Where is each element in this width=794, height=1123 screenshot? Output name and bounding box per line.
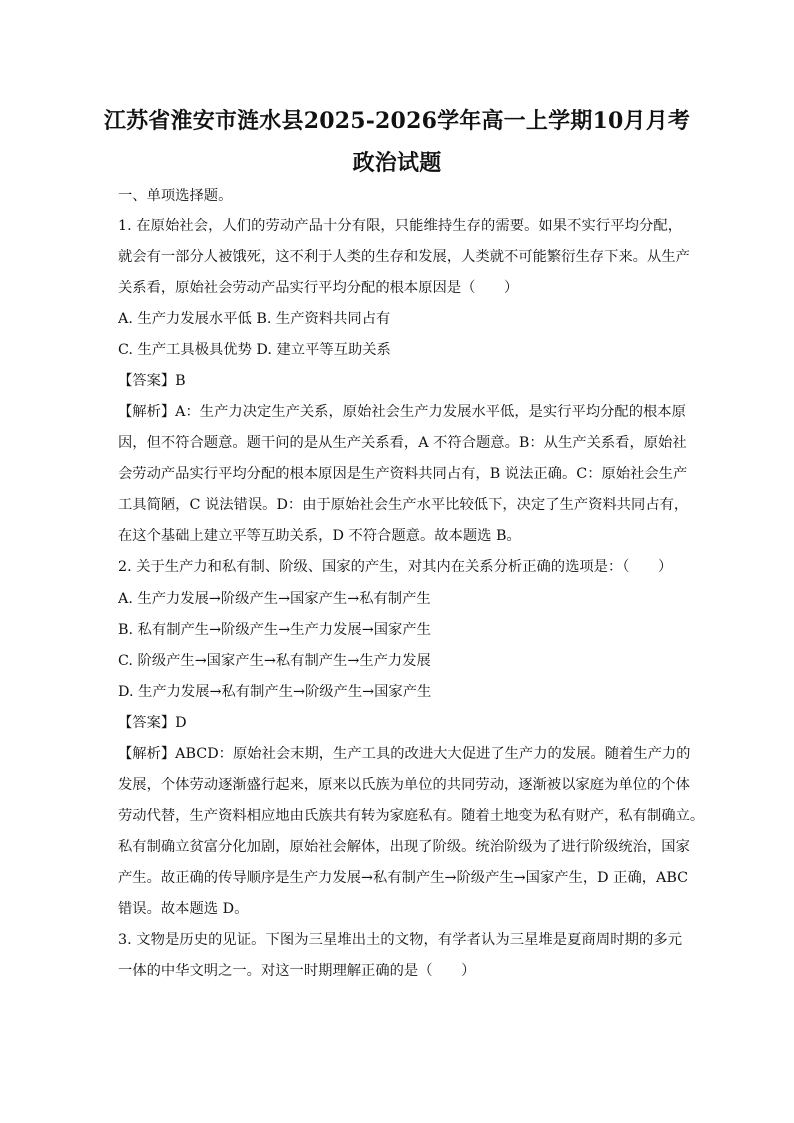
document-subtitle: 政治试题 bbox=[352, 150, 442, 176]
document-title: 江苏省淮安市涟水县2025-2026学年高一上学期10月月考 bbox=[103, 108, 691, 134]
question-1-line-3: 关系看，原始社会劳动产品实行平均分配的根本原因是（ ） bbox=[118, 280, 519, 296]
question-1-analysis-line-5: 在这个基础上建立平等互助关系，D 不符合题意。故本题选 B。 bbox=[118, 528, 521, 544]
question-2-analysis-line-5: 产生。故正确的传导顺序是生产力发展→私有制产生→阶级产生→国家产生，D 正确，ABC bbox=[118, 870, 689, 886]
question-2-stem: 2. 关于生产力和私有制、阶级、国家的产生，对其内在关系分析正确的选项是：（ ） bbox=[118, 559, 673, 575]
question-1-analysis-line-1: 【解析】A：生产力决定生产关系，原始社会生产力发展水平低，是实行平均分配的根本原 bbox=[118, 404, 686, 420]
question-2-answer: 【答案】D bbox=[118, 715, 187, 731]
question-3-line-2: 一体的中华文明之一。对这一时期理解正确的是（ ） bbox=[118, 963, 476, 979]
section-heading: 一、单项选择题。 bbox=[118, 188, 233, 204]
question-3-line-1: 3. 文物是历史的见证。下图为三星堆出土的文物，有学者认为三星堆是夏商周时期的多元 bbox=[118, 932, 682, 948]
question-1-line-2: 就会有一部分人被饿死，这不利于人类的生存和发展，人类就不可能繁衍生存下来。从生产 bbox=[118, 249, 690, 265]
question-2-option-b: B. 私有制产生→阶级产生→生产力发展→国家产生 bbox=[118, 622, 431, 638]
question-2-option-d: D. 生产力发展→私有制产生→阶级产生→国家产生 bbox=[118, 684, 432, 700]
question-1-analysis-line-4: 工具简陋，C 说法错误。D：由于原始社会生产水平比较低下，决定了生产资料共同占有， bbox=[118, 497, 689, 513]
question-1-analysis-line-2: 因，但不符合题意。题干问的是从生产关系看，A 不符合题意。B：从生产关系看，原始社 bbox=[118, 435, 687, 451]
question-1-analysis-line-3: 会劳动产品实行平均分配的根本原因是生产资料共同占有，B 说法正确。C：原始社会生产 bbox=[118, 466, 688, 482]
question-2-analysis-line-6: 错误。故本题选 D。 bbox=[118, 901, 249, 917]
question-2-option-a: A. 生产力发展→阶级产生→国家产生→私有制产生 bbox=[118, 591, 431, 607]
question-1-answer: 【答案】B bbox=[118, 373, 186, 389]
question-1-line-1: 1. 在原始社会，人们的劳动产品十分有限，只能维持生存的需要。如果不实行平均分配， bbox=[118, 218, 682, 234]
question-2-analysis-line-3: 劳动代替，生产资料相应地由氏族共有转为家庭私有。随着土地变为私有财产，私有制确立。 bbox=[118, 808, 705, 824]
question-2-analysis-line-1: 【解析】ABCD：原始社会末期，生产工具的改进大大促进了生产力的发展。随着生产力的 bbox=[118, 746, 691, 762]
question-2-option-c: C. 阶级产生→国家产生→私有制产生→生产力发展 bbox=[118, 653, 431, 669]
question-2-analysis-line-2: 发展，个体劳动逐渐盛行起来，原来以氏族为单位的共同劳动，逐渐被以家庭为单位的个体 bbox=[118, 777, 690, 793]
question-1-options-cd: C. 生产工具极具优势 D. 建立平等互助关系 bbox=[118, 342, 391, 358]
question-1-options-ab: A. 生产力发展水平低 B. 生产资料共同占有 bbox=[118, 311, 391, 327]
question-2-analysis-line-4: 私有制确立贫富分化加剧，原始社会解体，出现了阶级。统治阶级为了进行阶级统治，国家 bbox=[118, 839, 690, 855]
